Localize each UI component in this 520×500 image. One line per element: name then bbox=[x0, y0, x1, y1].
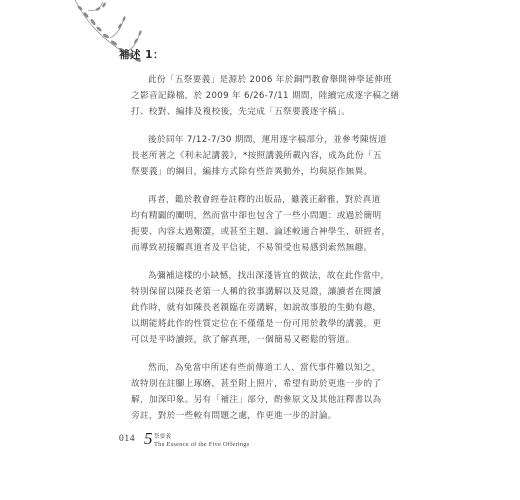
text-line: 特別保留以陳長老第一人稱的敘事講解以及見證，讓讀者在閱讀 bbox=[131, 287, 382, 297]
page-footer bbox=[119, 431, 339, 455]
text-line: 而導致初接觸真道者及平信徒，不易領受也易感到索然無趣。 bbox=[131, 243, 373, 253]
book-title-chinese: 祭要義 bbox=[154, 434, 172, 440]
text-line: 然而，為免當中所述有些前傳道工人、當代事件難以知之， bbox=[148, 363, 381, 373]
paragraph bbox=[131, 192, 393, 256]
text-line: 均有精闢的闡明，然而當中卻也包含了一些小問題：或過於簡明 bbox=[131, 211, 382, 221]
text-line: 為彌補這樣的小缺憾，找出深淺皆宜的做法，故在此作當中， bbox=[148, 271, 390, 281]
text-line: 祭要義」的綱目，編排方式除有些許異動外，均與原作無異。 bbox=[131, 167, 373, 177]
paragraph bbox=[131, 132, 393, 180]
paragraph bbox=[131, 268, 393, 348]
text-line: 後於同年 7/12-7/30 期間，運用逐字稿部分，並參考陳恆道 bbox=[148, 135, 387, 145]
page-number: 014 bbox=[119, 434, 136, 444]
text-line: 故特別在註腳上琢磨，甚至附上照片，希望有助於更進一步的了 bbox=[131, 379, 382, 389]
text-line: 以期能將此作的性質定位在不僅僅是一份可用於教學的講義，更 bbox=[131, 319, 382, 329]
text-line: 此份「五祭要義」是源於 2006 年於銅門教會舉開神學延伸班 bbox=[148, 75, 393, 85]
text-line: 長老所著之《利未記講義》，*按照講義所載內容，成為此份「五 bbox=[131, 151, 382, 161]
section-heading: 補述 1： bbox=[119, 49, 164, 61]
text-line: 旁註，對於一些較有問題之處，作更進一步的討論。 bbox=[131, 411, 337, 421]
text-line: 解，加深印象。另有「補注」部分，酌參原文及其他註釋書以為 bbox=[131, 395, 382, 405]
text-line: 再者，鑑於教會經卷註釋的出版品，雖義正辭雅，對於真道 bbox=[148, 195, 381, 205]
book-logo: 5 bbox=[144, 429, 153, 448]
text-line: 打、校對、編排及複校後，先完成「五祭要義逐字稿」。 bbox=[131, 107, 351, 117]
text-line: 可以是平時讀經，欲了解真理，一個簡易又輕鬆的管道。 bbox=[131, 335, 355, 345]
book-title-english: The Essence of the Five Offerings bbox=[154, 441, 250, 448]
paragraph bbox=[131, 72, 400, 120]
text-line: 之影音記錄檔，於 2009 年 6/26-7/11 期間，陸續完成逐字稿之繕 bbox=[131, 91, 400, 101]
text-line: 此作時，就有如陳長老親臨在旁講解，如說故事般的生動有趣， bbox=[131, 303, 382, 313]
body-text bbox=[131, 72, 400, 436]
paragraph bbox=[131, 360, 393, 424]
text-line: 扼要、內容太過艱澀，或甚至主題、論述較適合神學生、研經者， bbox=[131, 227, 391, 237]
